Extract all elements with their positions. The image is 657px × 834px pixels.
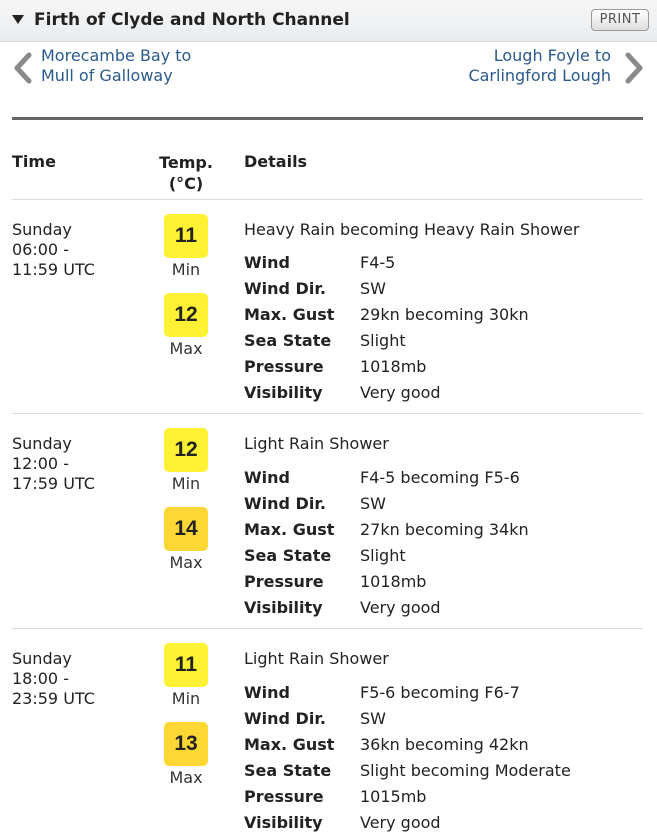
detail-value: F4-5 becoming F5-6 [360,468,520,487]
detail-value: F4-5 [360,253,396,272]
detail-value: F5-6 becoming F6-7 [360,683,520,702]
detail-value: 27kn becoming 34kn [360,520,529,539]
detail-label: Visibility [244,813,323,832]
period-end: 23:59 UTC [12,689,95,708]
temp-min-badge: 11 [164,214,208,258]
detail-label: Sea State [244,331,332,350]
next-area-link[interactable] [425,46,645,90]
detail-value: Very good [360,383,441,402]
detail-value: SW [360,709,386,728]
temp-max-badge: 13 [164,722,208,766]
prev-area-line1[interactable]: Morecambe Bay to [41,46,192,65]
column-header-temp [150,152,222,194]
detail-value: 1018mb [360,572,427,591]
detail-label: Sea State [244,761,332,780]
detail-label: Pressure [244,572,324,591]
detail-value: Slight [360,546,406,565]
column-header-temp-line1: Temp. [159,153,213,172]
detail-value: Very good [360,813,441,832]
period-day: Sunday [12,434,72,453]
detail-label: Wind [244,253,290,272]
detail-label: Max. Gust [244,735,335,754]
forecast-period [0,414,657,624]
prev-area-label[interactable] [41,46,191,86]
header-divider [12,117,643,120]
column-header-temp-line2: (°C) [168,174,204,193]
detail-label: Visibility [244,598,323,617]
detail-value: SW [360,494,386,513]
temp-max-label: Max [169,339,203,358]
column-header-time: Time [12,152,56,171]
chevron-left-icon[interactable] [12,52,34,84]
next-area-line2[interactable]: Carlingford Lough [468,66,611,85]
prev-area-link[interactable] [10,46,230,90]
detail-label: Pressure [244,357,324,376]
detail-label: Wind Dir. [244,279,326,298]
period-day: Sunday [12,649,72,668]
detail-label: Max. Gust [244,520,335,539]
period-time [12,220,95,280]
weather-summary: Heavy Rain becoming Heavy Rain Shower [244,220,580,239]
period-start: 12:00 - [12,454,69,473]
temp-min-badge: 12 [164,428,208,472]
detail-label: Sea State [244,546,332,565]
chevron-right-icon[interactable] [623,52,645,84]
next-area-label[interactable] [468,46,611,86]
detail-label: Max. Gust [244,305,335,324]
temp-max-label: Max [169,553,203,572]
detail-label: Pressure [244,787,324,806]
period-day: Sunday [12,220,72,239]
collapse-triangle-icon[interactable] [12,15,24,24]
period-end: 11:59 UTC [12,260,95,279]
detail-value: Very good [360,598,441,617]
detail-value: 36kn becoming 42kn [360,735,529,754]
detail-label: Wind Dir. [244,494,326,513]
detail-label: Wind Dir. [244,709,326,728]
detail-value: 29kn becoming 30kn [360,305,529,324]
print-button[interactable]: PRINT [591,9,649,31]
section-header[interactable] [0,0,657,42]
weather-summary: Light Rain Shower [244,434,389,453]
temp-min-label: Min [171,689,201,708]
temp-min-label: Min [171,260,201,279]
temp-min-badge: 11 [164,643,208,687]
detail-label: Wind [244,468,290,487]
temp-max-badge: 14 [164,507,208,551]
detail-value: SW [360,279,386,298]
period-time [12,434,95,494]
period-end: 17:59 UTC [12,474,95,493]
temp-max-badge: 12 [164,293,208,337]
detail-value: 1015mb [360,787,427,806]
detail-value: Slight becoming Moderate [360,761,571,780]
period-start: 18:00 - [12,669,69,688]
prev-area-line2[interactable]: Mull of Galloway [41,66,173,85]
weather-summary: Light Rain Shower [244,649,389,668]
forecast-period [0,200,657,410]
forecast-period [0,629,657,834]
period-start: 06:00 - [12,240,69,259]
temp-min-label: Min [171,474,201,493]
detail-label: Wind [244,683,290,702]
temp-max-label: Max [169,768,203,787]
detail-value: 1018mb [360,357,427,376]
column-header-details: Details [244,152,308,171]
detail-label: Visibility [244,383,323,402]
period-time [12,649,95,709]
detail-value: Slight [360,331,406,350]
section-title: Firth of Clyde and North Channel [34,10,350,30]
next-area-line1[interactable]: Lough Foyle to [493,46,611,65]
